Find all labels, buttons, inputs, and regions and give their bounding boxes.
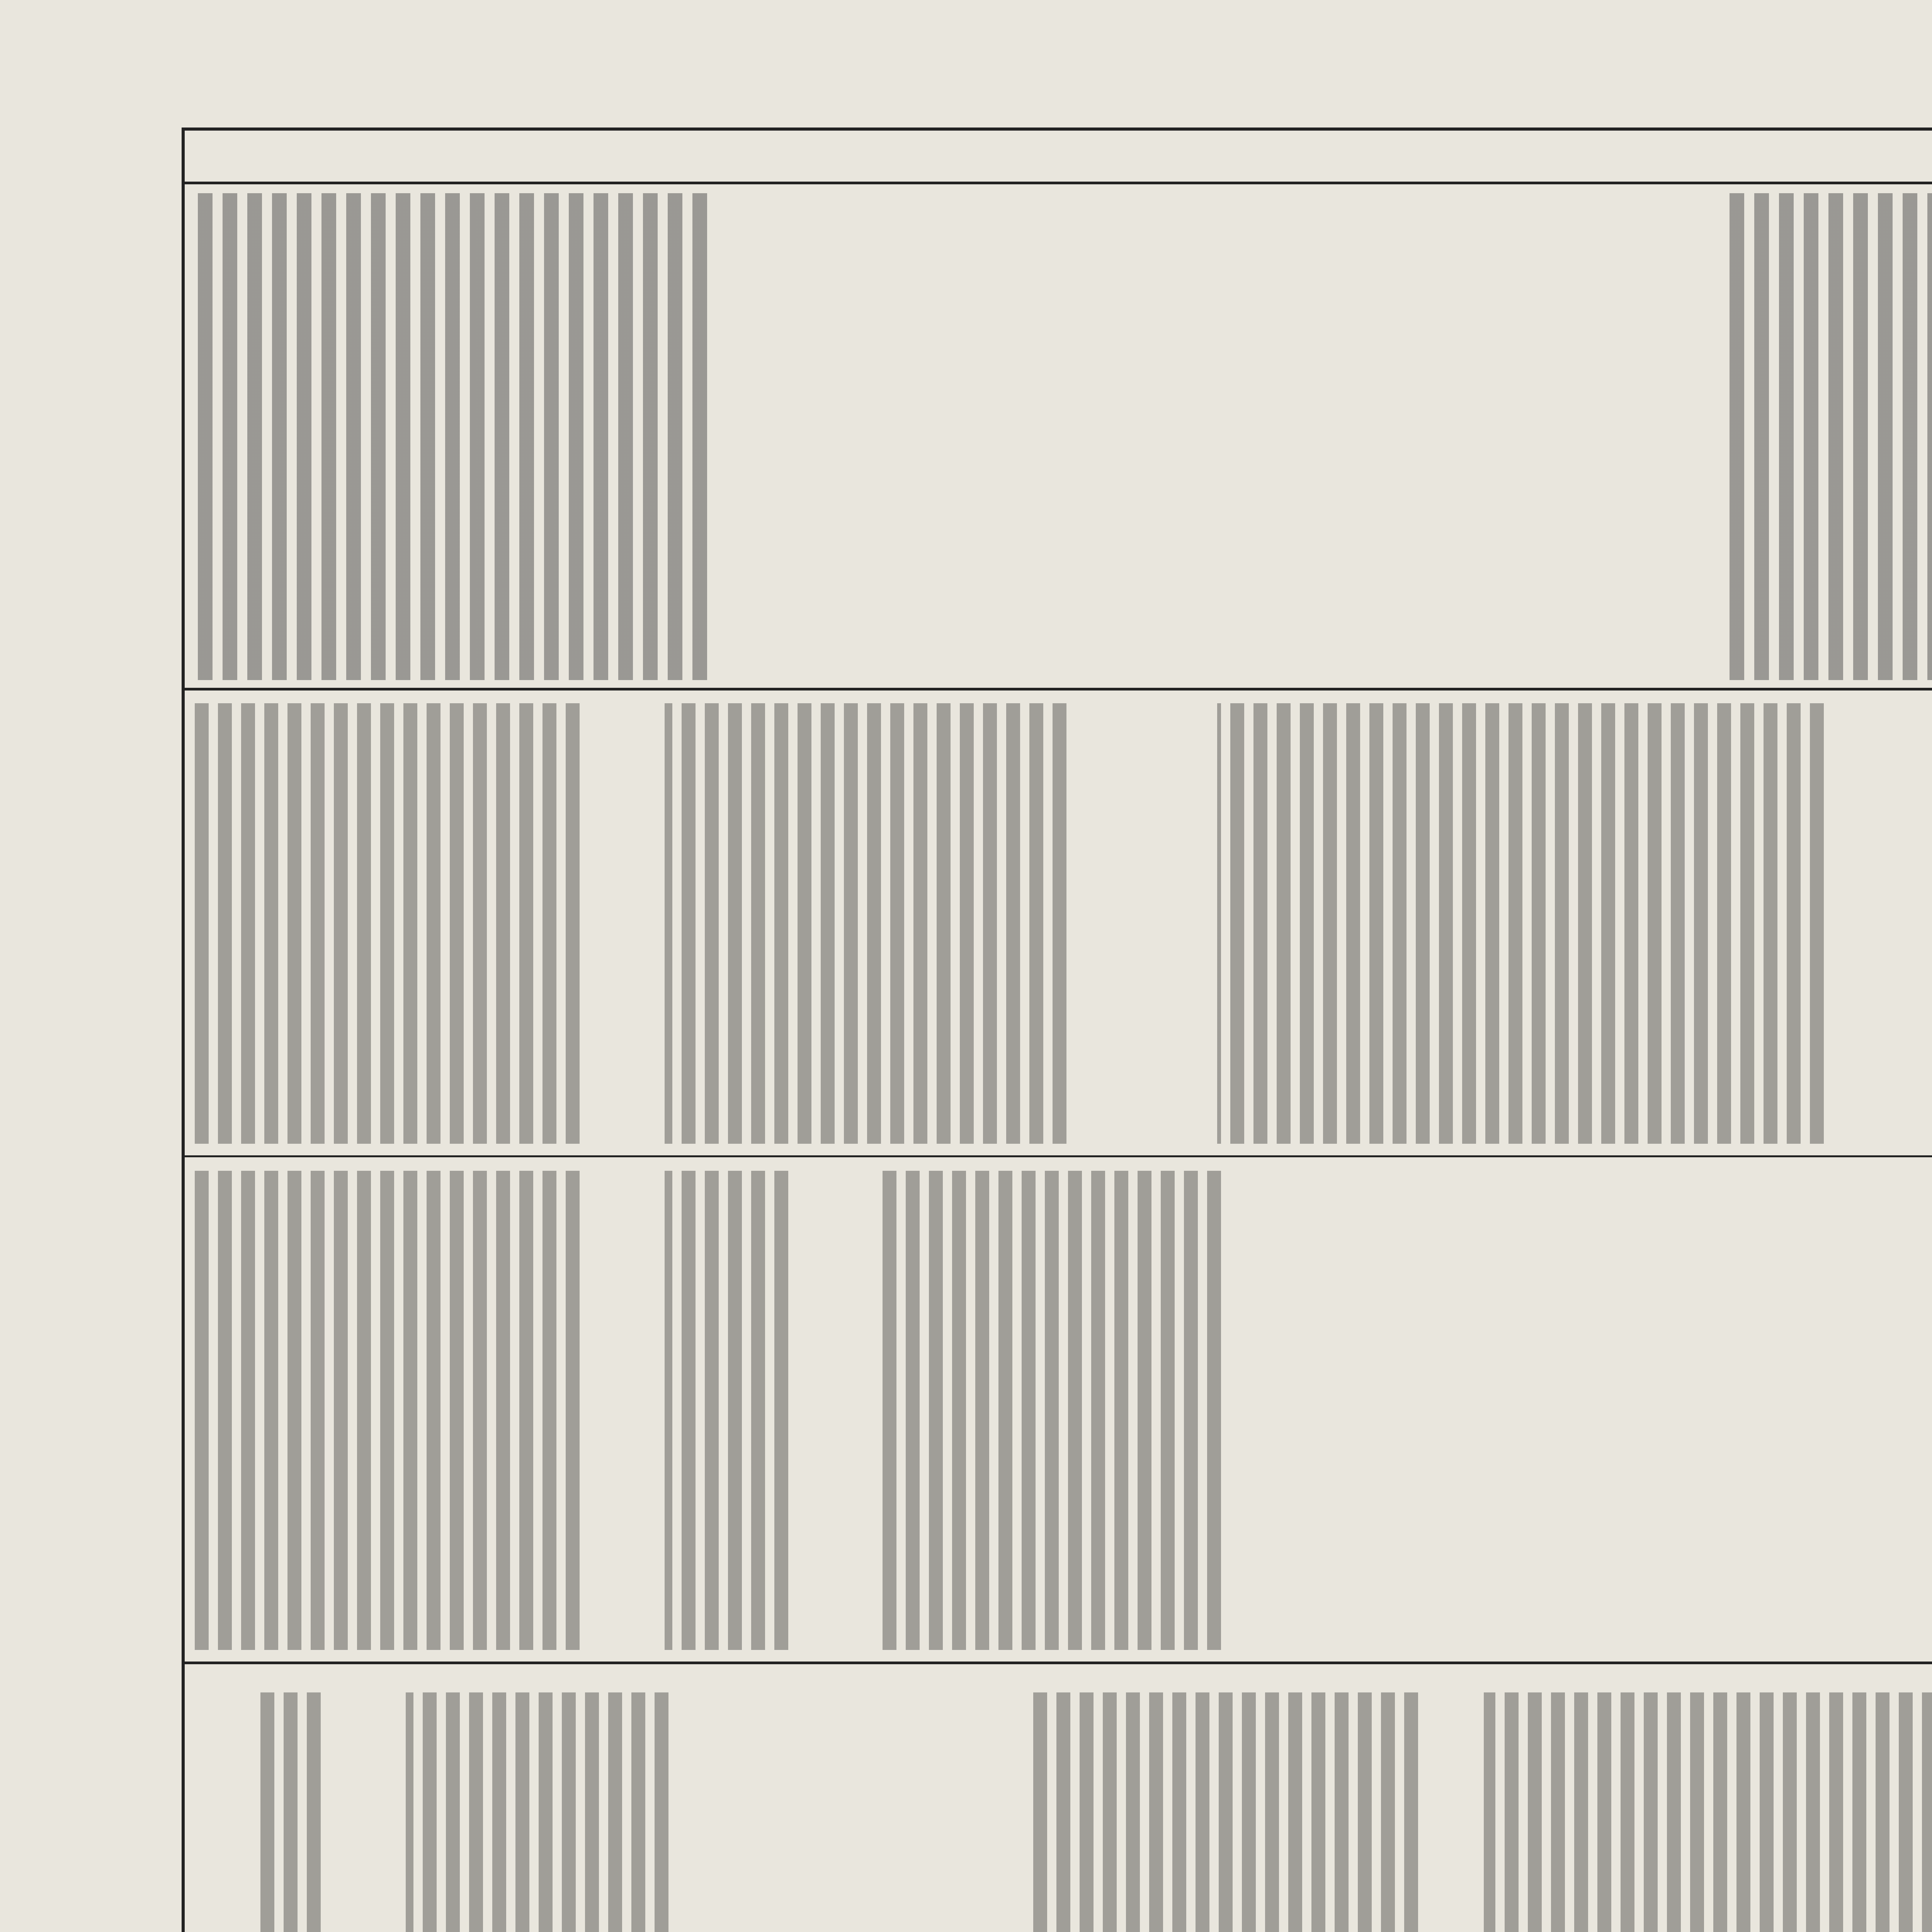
medicine-sub-ad-2 [328, 1708, 386, 1932]
headline-1 [1410, 201, 1611, 676]
medicine-shop-address [912, 1708, 954, 1932]
cable-subheader [773, 201, 850, 510]
news-text-block-top-left [193, 193, 707, 680]
article-title-11 [591, 1171, 649, 1615]
article-title-9 [1233, 1171, 1291, 1596]
article-title-3 [1074, 703, 1132, 1051]
headline-3 [1140, 201, 1225, 676]
section-rule-top [182, 688, 1932, 690]
testimonial-text-1 [406, 1692, 668, 1932]
article-title-10 [800, 1171, 858, 1480]
section-rule-middle [182, 1662, 1932, 1664]
medicine-products-list [1024, 1692, 1418, 1932]
cable-header [1623, 193, 1708, 541]
medicine-sub-ad-1 [680, 1716, 738, 1932]
news-text-block-middle-6 [873, 1171, 1221, 1650]
news-text-block-top-right [1719, 193, 1932, 680]
news-text-block-middle-1 [1217, 703, 1824, 1144]
page-info [201, 131, 549, 174]
medicine-ad-text [1484, 1692, 1932, 1932]
testimonial-text-2 [251, 1692, 321, 1932]
masthead-date [1584, 133, 1932, 176]
column-rule-mid-1 [182, 1155, 1932, 1157]
headline-5 [858, 201, 954, 676]
news-text-block-middle-2 [665, 703, 1066, 1144]
headline-2 [1225, 201, 1403, 676]
headline-6 [719, 201, 769, 587]
headline-4 [958, 201, 1136, 676]
article-title-7 [1758, 1190, 1816, 1577]
medicine-ad-address [1430, 1692, 1472, 1932]
article-title-2 [1144, 703, 1202, 1051]
masthead-rule [182, 182, 1932, 184]
news-text-block-middle-4 [193, 1171, 580, 1650]
news-text-block-middle-3 [193, 703, 580, 1144]
article-title-6 [1847, 1264, 1905, 1650]
article-title-8 [1480, 1171, 1538, 1557]
news-text-block-middle-5 [665, 1171, 788, 1650]
article-title-4 [591, 703, 649, 1090]
medicine-shop-name [966, 1719, 1009, 1932]
article-title-1 [1835, 715, 1893, 1256]
masthead-title [1005, 128, 1468, 182]
